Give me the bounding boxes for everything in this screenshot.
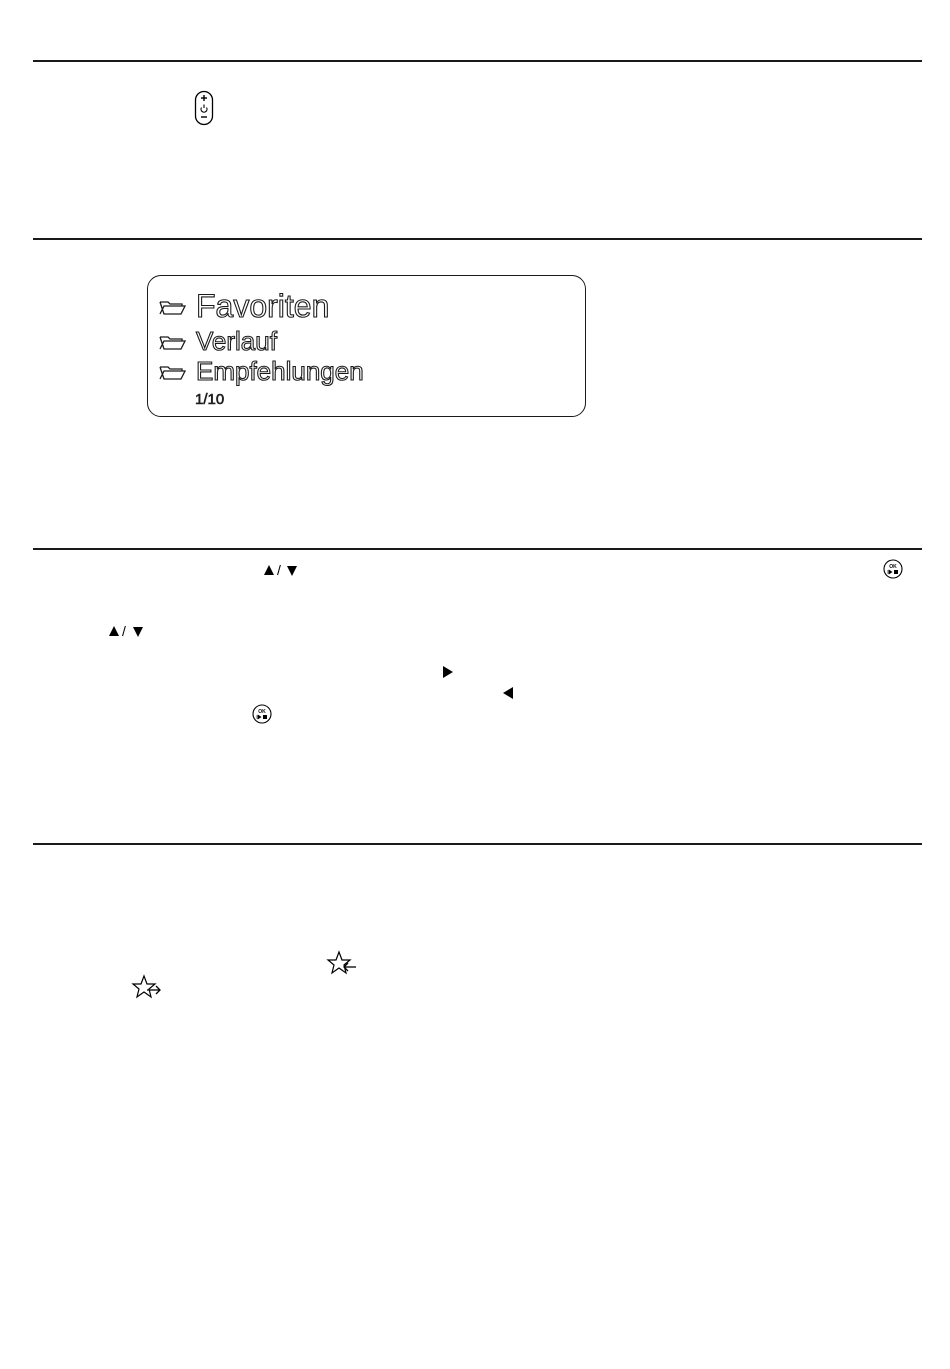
- page-counter: 1/10: [195, 391, 225, 408]
- menu-item-label: Favoriten: [196, 288, 330, 324]
- separator: /: [277, 562, 281, 578]
- favorite-add-icon: [326, 950, 358, 978]
- up-arrow-icon: [264, 565, 274, 575]
- device-display: [147, 275, 586, 417]
- down-arrow-icon: [133, 627, 143, 637]
- ok-button-icon: [883, 559, 903, 579]
- menu-item[interactable]: [158, 288, 329, 325]
- right-arrow-icon: [443, 666, 453, 678]
- volume-rocker-icon: [194, 90, 214, 126]
- down-arrow-icon: [287, 566, 297, 576]
- menu-item-label: Empfehlungen: [196, 356, 364, 386]
- ok-button-label: OK: [258, 709, 266, 715]
- ok-button-icon: [252, 704, 272, 724]
- favorite-remove-icon: [131, 974, 163, 1002]
- section-divider: [33, 238, 922, 240]
- menu-item[interactable]: [158, 326, 277, 357]
- section-divider: [33, 548, 922, 550]
- ok-button-label: OK: [889, 564, 897, 570]
- up-arrow-icon: [109, 626, 119, 636]
- section-divider: [33, 843, 922, 845]
- menu-item-label: Verlauf: [196, 326, 277, 356]
- menu-item[interactable]: [158, 356, 364, 387]
- folder-icon: [158, 362, 186, 382]
- separator: /: [122, 623, 126, 639]
- left-arrow-icon: [503, 687, 513, 699]
- folder-icon: [158, 332, 186, 352]
- section-divider: [33, 60, 922, 62]
- folder-icon: [158, 297, 186, 317]
